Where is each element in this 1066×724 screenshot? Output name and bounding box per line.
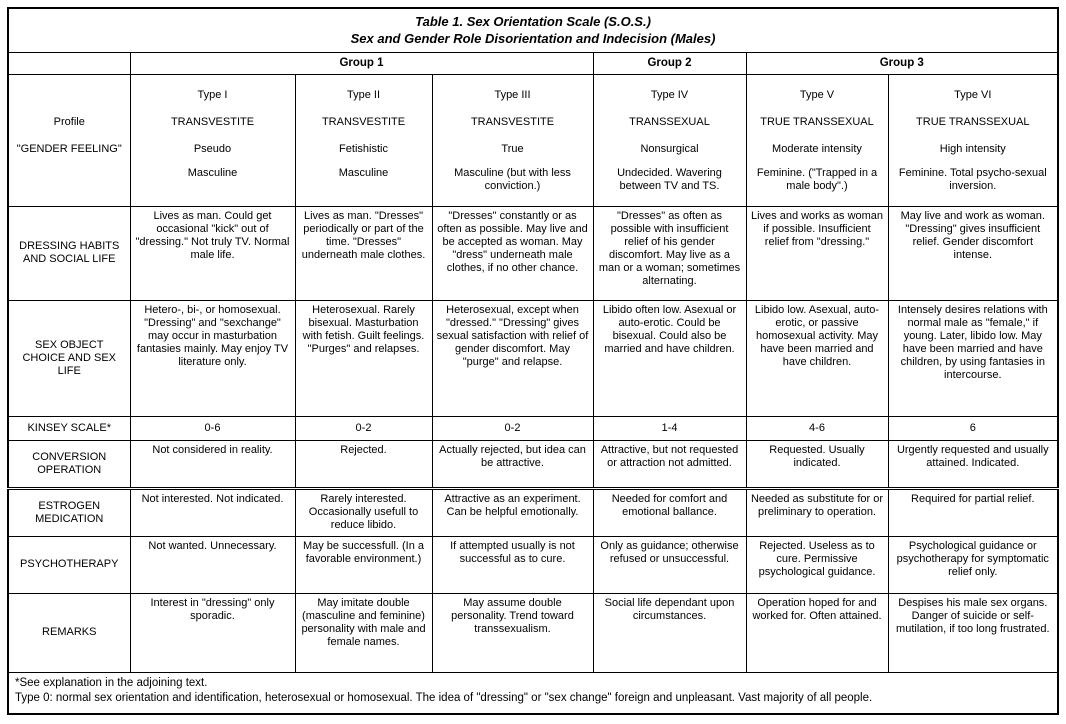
type-gender-feeling: Masculine (338, 166, 389, 179)
group-header-row (8, 52, 1058, 74)
group-1-header: Group 1 (130, 52, 593, 74)
footnote-asterisk: *See explanation in the adjoining text. (15, 676, 208, 689)
type-label: Type I (197, 88, 228, 101)
group-2-header: Group 2 (593, 52, 746, 74)
table-cell: Lives as man. Could get occasional "kick" out of "dressing." Not truly TV. Normal male life. (130, 206, 295, 300)
profile-label: Profile (53, 115, 85, 128)
type-3-header-cell (432, 74, 593, 206)
type-4-header-cell (593, 74, 746, 206)
table-cell: May imitate double (masculine and feminine) personality with male and female names. (295, 593, 432, 672)
type-1-header-cell (130, 74, 295, 206)
table-cell: Not interested. Not indicated. (130, 488, 295, 536)
table-cell: Rejected. Useless as to cure. Permissive psychological guidance. (746, 536, 888, 593)
type-category: TRUE TRANSSEXUAL (760, 115, 874, 128)
table-cell: Not considered in reality. (130, 440, 295, 488)
table-cell: If attempted usually is not successful as to cure. (432, 536, 593, 593)
table-row-estrogen-medication (8, 488, 1058, 536)
type-5-header-cell (746, 74, 888, 206)
corner-cell (8, 52, 130, 74)
table-cell: Intensely desires relations with normal male as "female," if young. Later, libido low. May have been married and have children, by using fantasies in intercourse. (888, 300, 1058, 416)
row-label: ESTROGEN MEDICATION (8, 488, 130, 536)
type-subtype: Pseudo (193, 142, 232, 155)
table-cell: Actually rejected, but idea can be attractive. (432, 440, 593, 488)
table-cell: 0-6 (130, 416, 295, 440)
type-label: Type V (799, 88, 835, 101)
table-cell: Hetero-, bi-, or homosexual. "Dressing" and "sexchange" may occur in masturbation fantasies mainly. May enjoy TV literature only. (130, 300, 295, 416)
table-cell: 0-2 (432, 416, 593, 440)
row-label: DRESSING HABITS AND SOCIAL LIFE (8, 206, 130, 300)
table-cell: May be successfull. (In a favorable environment.) (295, 536, 432, 593)
table-cell: Only as guidance; otherwise refused or unsuccessful. (593, 536, 746, 593)
table-cell: Requested. Usually indicated. (746, 440, 888, 488)
type-2-header-cell (295, 74, 432, 206)
type-label: Type IV (650, 88, 689, 101)
table-cell: Rejected. (295, 440, 432, 488)
table-row-kinsey-scale (8, 416, 1058, 440)
table-cell: "Dresses" constantly or as often as possible. May live and be accepted as woman. May "dress" underneath male clothes, if no other chance. (432, 206, 593, 300)
type-subtype: Moderate intensity (772, 142, 862, 155)
type-subtype: True (501, 142, 524, 155)
table-cell: "Dresses" as often as possible with insufficient relief of his gender discomfort. May live as a man or a woman; sometimes alternating. (593, 206, 746, 300)
table-cell: Heterosexual, except when "dressed." "Dressing" gives sexual satisfaction with relief of gender discomfort. May "purge" and relapse. (432, 300, 593, 416)
type-header-row (8, 74, 1058, 206)
table-cell: Despises his male sex organs. Danger of suicide or self-mutilation, if too long frustrated. (888, 593, 1058, 672)
table-cell: Operation hoped for and worked for. Often attained. (746, 593, 888, 672)
table-cell: Needed for comfort and emotional ballance. (593, 488, 746, 536)
table-cell: Attractive, but not requested or attraction not admitted. (593, 440, 746, 488)
table-cell: 0-2 (295, 416, 432, 440)
table-cell: Interest in "dressing" only sporadic. (130, 593, 295, 672)
table-row-conversion-operation (8, 440, 1058, 488)
row-label: KINSEY SCALE* (8, 416, 130, 440)
table-cell: Psychological guidance or psychotherapy for symptomatic relief only. (888, 536, 1058, 593)
type-label: Type VI (954, 88, 992, 101)
table-cell: Attractive as an experiment. Can be helpful emotionally. (432, 488, 593, 536)
title-row (8, 8, 1058, 52)
table-row-remarks (8, 593, 1058, 672)
table-cell: Heterosexual. Rarely bisexual. Masturbation with fetish. Guilt feelings. "Purges" and relapses. (295, 300, 432, 416)
row-label: CONVERSION OPERATION (8, 440, 130, 488)
type-label: Type II (346, 88, 381, 101)
type-6-header-cell (888, 74, 1058, 206)
table-cell: 4-6 (746, 416, 888, 440)
table-row-dressing-habits (8, 206, 1058, 300)
type-label: Type III (494, 88, 531, 101)
group-3-header: Group 3 (746, 52, 1058, 74)
footnote-row (8, 672, 1058, 714)
type-gender-feeling: Undecided. Wavering between TV and TS. (617, 166, 722, 192)
footnotes-cell (8, 672, 1058, 714)
type-category: TRUE TRANSSEXUAL (916, 115, 1030, 128)
row-label: REMARKS (8, 593, 130, 672)
type-subtype: Fetishistic (339, 142, 388, 155)
type-subtype: High intensity (939, 142, 1006, 155)
row-label: SEX OBJECT CHOICE AND SEX LIFE (8, 300, 130, 416)
type-category: TRANSVESTITE (470, 115, 555, 128)
type-gender-feeling: Feminine. ("Trapped in a male body".) (756, 166, 878, 192)
table-cell: Libido low. Asexual, auto-erotic, or passive homosexual activity. May have been married and have children. (746, 300, 888, 416)
type-category: TRANSSEXUAL (629, 115, 710, 128)
type-gender-feeling: Feminine. Total psycho-sexual inversion. (898, 166, 1047, 192)
table-cell: Lives as man. "Dresses" periodically or part of the time. "Dresses" underneath male clothes. (295, 206, 432, 300)
table-subtitle: Sex and Gender Role Disorientation and Indecision (Males) (350, 31, 716, 47)
table-cell: 1-4 (593, 416, 746, 440)
table-cell: 6 (888, 416, 1058, 440)
table-cell: Libido often low. Asexual or auto-erotic. Could be bisexual. Could also be married and have children. (593, 300, 746, 416)
table-cell: May live and work as woman. "Dressing" gives insufficient relief. Gender discomfort intense. (888, 206, 1058, 300)
table-cell: Social life dependant upon circumstances. (593, 593, 746, 672)
spacer (13, 82, 126, 109)
table-cell: May assume double personality. Trend toward transsexualism. (432, 593, 593, 672)
footnote-type-0: Type 0: normal sex orientation and identification, heterosexual or homosexual. The idea of "dressing" or "sex change" foreign and unpleasant. Vast majority of all people. (15, 691, 873, 704)
table-cell: Urgently requested and usually attained. Indicated. (888, 440, 1058, 488)
table-cell: Lives and works as woman if possible. Insufficient relief from "dressing." (746, 206, 888, 300)
table-row-psychotherapy (8, 536, 1058, 593)
table-title: Table 1. Sex Orientation Scale (S.O.S.) (415, 14, 651, 30)
row-label: PSYCHOTHERAPY (8, 536, 130, 593)
type-subtype: Nonsurgical (640, 142, 699, 155)
sos-table (7, 7, 1059, 715)
type-category: TRANSVESTITE (321, 115, 406, 128)
gender-feeling-label: "GENDER FEELING" (16, 142, 122, 155)
table-cell: Required for partial relief. (888, 488, 1058, 536)
type-category: TRANSVESTITE (170, 115, 255, 128)
table-cell: Rarely interested. Occasionally usefull to reduce libido. (295, 488, 432, 536)
type-gender-feeling: Masculine (187, 166, 238, 179)
type-gender-feeling: Masculine (but with less conviction.) (454, 166, 571, 192)
table-cell: Needed as substitute for or preliminary to operation. (746, 488, 888, 536)
table-cell: Not wanted. Unnecessary. (130, 536, 295, 593)
table-row-sex-object (8, 300, 1058, 416)
profile-label-cell (8, 74, 130, 206)
table-title-cell (8, 8, 1058, 52)
